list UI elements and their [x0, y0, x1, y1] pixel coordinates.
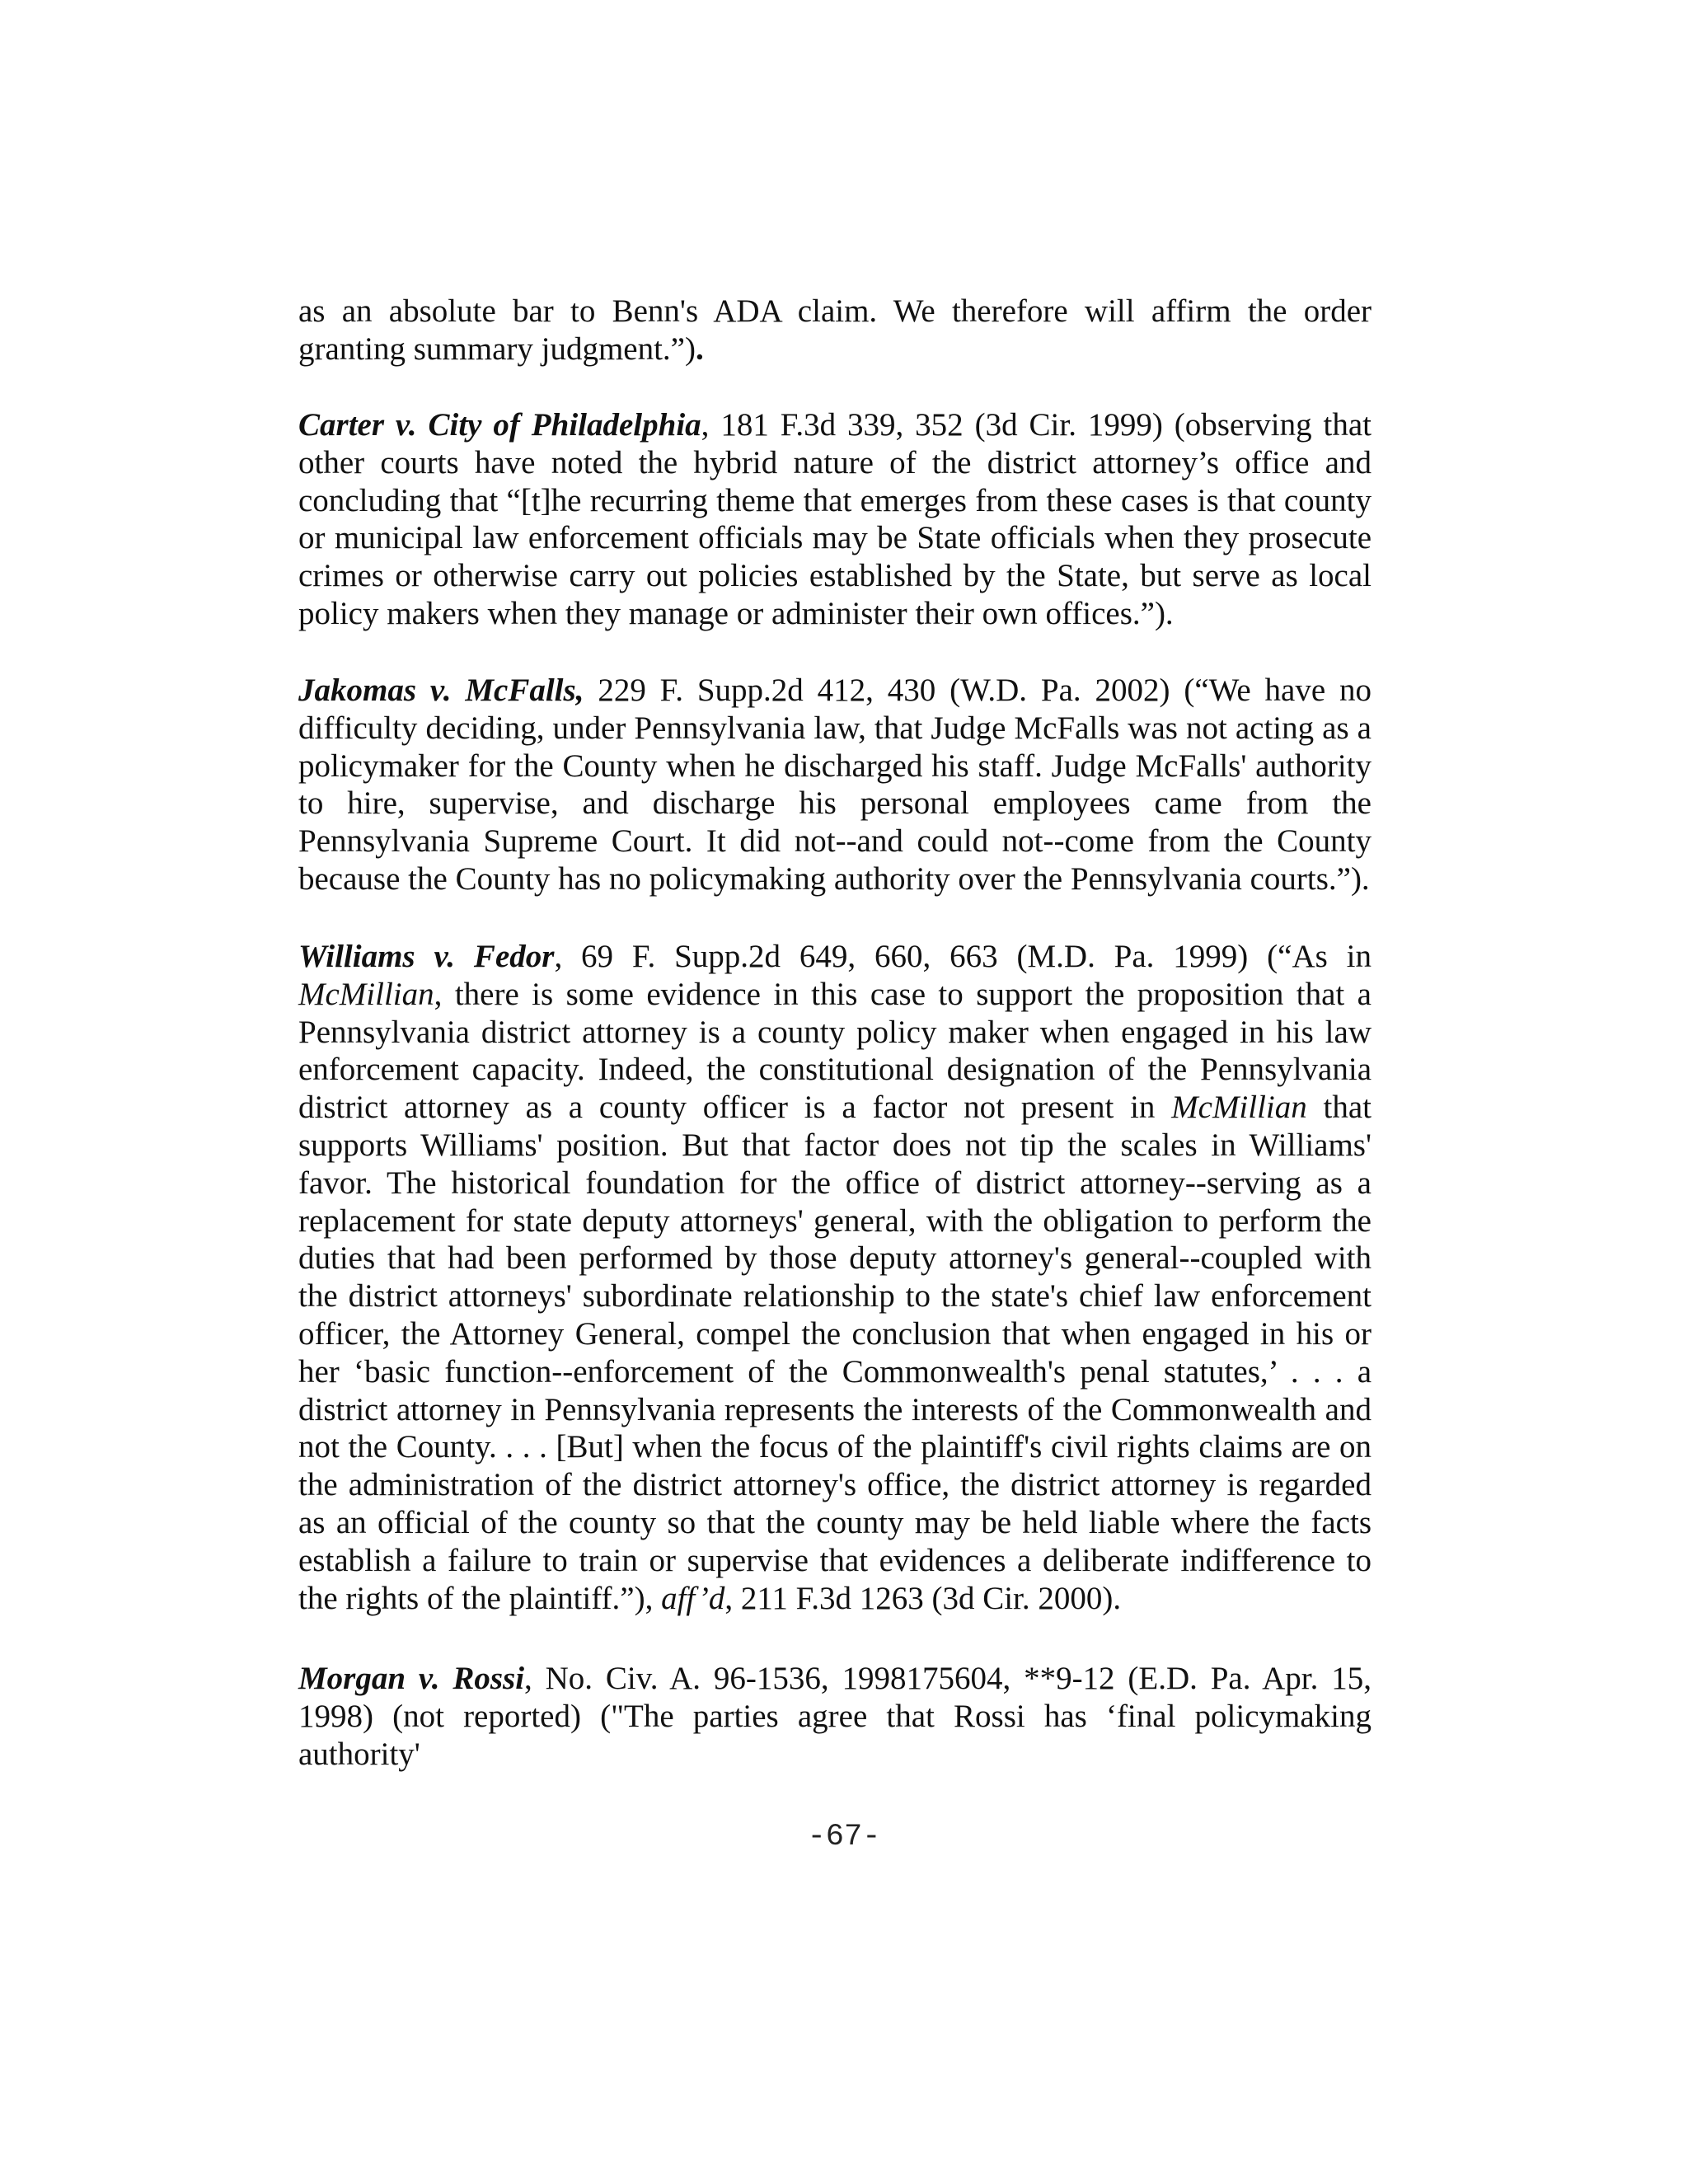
paragraph-text: 229 F. Supp.2d 412, 430 (W.D. Pa. 2002) (“We have no difficulty deciding, under Pennsylvania law, that Judge McFalls was not acting as a policymaker for the County when he discharged his staff. Judge McFalls' authority to hire, supervise, and discharge his personal employees came from the Pennsylvania Supreme Court. It did not--and could not--come from the County because the County has no policymaking authority over the Pennsylvania courts.”).	[298, 673, 1372, 897]
paragraph-continuation	[298, 293, 1372, 368]
citation-jakomas	[298, 672, 1372, 898]
paragraph-text: that supports Williams' position. But that factor does not tip the scales in Williams' favor. The historical foundation for the office of district attorney--serving as a replacement for state deputy attorneys' general, with the obligation to perform the duties that had been performed by those deputy attorney's general--coupled with the district attorneys' subordinate relationship to the state's chief law enforcement officer, the Attorney General, compel the conclusion that when engaged in his or her ‘basic function--enforcement of the Commonwealth's penal statutes,’ . . . a district attorney in Pennsylvania represents the interests of the Commonwealth and not the County. . . . [But] when the focus of the plaintiff's civil rights claims are on the administration of the district attorney's office, the district attorney is regarded as an official of the county so that the county may be held liable where the facts establish a failure to train or supervise that evidences a deliberate indifference to the rights of the plaintiff.”),	[298, 1090, 1372, 1616]
italic-case-reference: McMillian	[298, 976, 434, 1012]
case-name: Carter v. City of Philadelphia	[298, 407, 701, 443]
paragraph-text: , 181 F.3d 339, 352 (3d Cir. 1999) (observing that other courts have noted the hybrid nature of the district attorney’s office and concluding that “[t]he recurring theme that emerges from these cases is that county or municipal law enforcement officials may be State officials when they prosecute crimes or otherwise carry out policies established by the State, but serve as local policy makers when they manage or administer their own offices.”).	[298, 407, 1372, 631]
paragraph-text: , 211 F.3d 1263 (3d Cir. 2000).	[724, 1580, 1122, 1616]
paragraph-text: , there is some evidence in this case to support the proposition that a Pennsylvania district attorney is a county policy maker when engaged in his law enforcement capacity. Indeed, the constitutional designation of the Pennsylvania district attorney as a county officer is a factor not present in	[298, 976, 1372, 1126]
citation-williams	[298, 938, 1372, 1617]
italic-affirmed: aff’d	[661, 1580, 725, 1616]
bold-period: .	[695, 330, 704, 367]
citation-carter	[298, 406, 1372, 633]
paragraph-text: as an absolute bar to Benn's ADA claim. We therefore will affirm the order granting summary judgment.”)	[298, 293, 1372, 367]
case-name: Williams v. Fedor	[298, 939, 555, 974]
paragraph-text: , 69 F. Supp.2d 649, 660, 663 (M.D. Pa. 1999) (“As in	[554, 939, 1372, 974]
italic-case-reference: McMillian	[1171, 1090, 1307, 1126]
citation-morgan	[298, 1660, 1372, 1773]
paragraph-text: , No. Civ. A. 96-1536, 1998175604, **9-12 (E.D. Pa. Apr. 15, 1998) (not reported) ("The parties agree that Rossi has ‘final policymaking authority'	[298, 1661, 1372, 1772]
page-number: -67-	[807, 1820, 881, 1854]
case-name: Morgan v. Rossi	[298, 1661, 525, 1696]
case-name: Jakomas v. McFalls,	[298, 673, 584, 708]
